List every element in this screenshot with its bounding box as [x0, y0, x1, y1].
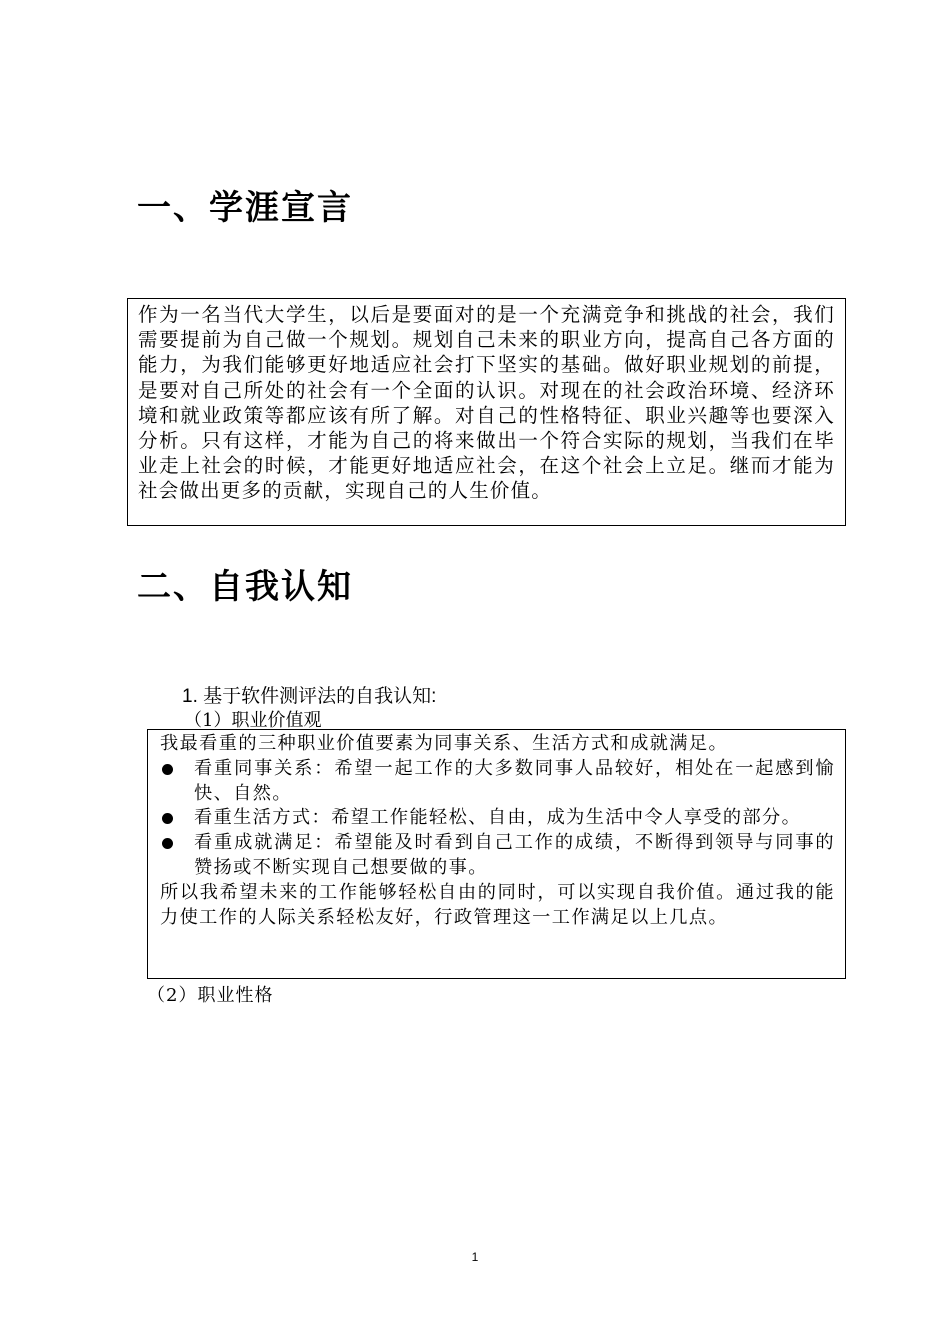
subheading-career-personality: （2）职业性格 — [147, 985, 274, 1006]
page-number: 1 — [471, 1250, 479, 1264]
subheading-career-values: （1）职业价值观 — [184, 710, 322, 731]
bullet-dot-icon — [162, 764, 173, 775]
list-item — [160, 831, 835, 881]
career-declaration-box — [127, 298, 846, 526]
bullet-dot-icon — [162, 813, 173, 824]
list-item — [160, 806, 835, 831]
list-item-text: 看重成就满足：希望能及时看到自己工作的成绩，不断得到领导与同事的赞扬或不断实现自己想要做的事。 — [194, 832, 835, 878]
career-values-box — [147, 729, 846, 979]
career-values-conclusion: 所以我希望未来的工作能够轻松自由的同时，可以实现自我价值。通过我的能力使工作的人际关系轻松友好，行政管理这一工作满足以上几点。 — [160, 881, 835, 928]
list-item-text: 看重同事关系：希望一起工作的大多数同事人品较好，相处在一起感到愉快、自然。 — [194, 757, 835, 804]
list-item-text: 看重生活方式：希望工作能轻松、自由，成为生活中令人享受的部分。 — [194, 807, 802, 829]
section-heading-self-cognition: 二、自我认知 — [137, 567, 353, 607]
subheading-software-assessment: 1. 基于软件测评法的自我认知: — [182, 686, 437, 707]
bullet-dot-icon — [162, 838, 173, 849]
section-heading-career-declaration: 一、学涯宣言 — [137, 188, 353, 228]
list-item — [160, 757, 835, 807]
career-values-list — [160, 757, 835, 881]
career-declaration-text: 作为一名当代大学生，以后是要面对的是一个充满竞争和挑战的社会，我们需要提前为自己做一个规划。规划自己未来的职业方向，提高自己各方面的能力，为我们能够更好地适应社会打下坚实的基础。做好职业规划的前提，是要对自己所处的社会有一个全面的认识。对现在的社会政治环境、经济环境和就业政策等都应该有所了解。对自己的性格特征、职业兴趣等也要深入分析。只有这样，才能为自己的将来做出一个符合实际的规划，当我们在毕业走上社会的时候，才能更好地适应社会，在这个社会上立足。继而才能为社会做出更多的贡献，实现自己的人生价值。 — [138, 303, 835, 503]
career-values-intro: 我最看重的三种职业价值要素为同事关系、生活方式和成就满足。 — [160, 733, 729, 754]
